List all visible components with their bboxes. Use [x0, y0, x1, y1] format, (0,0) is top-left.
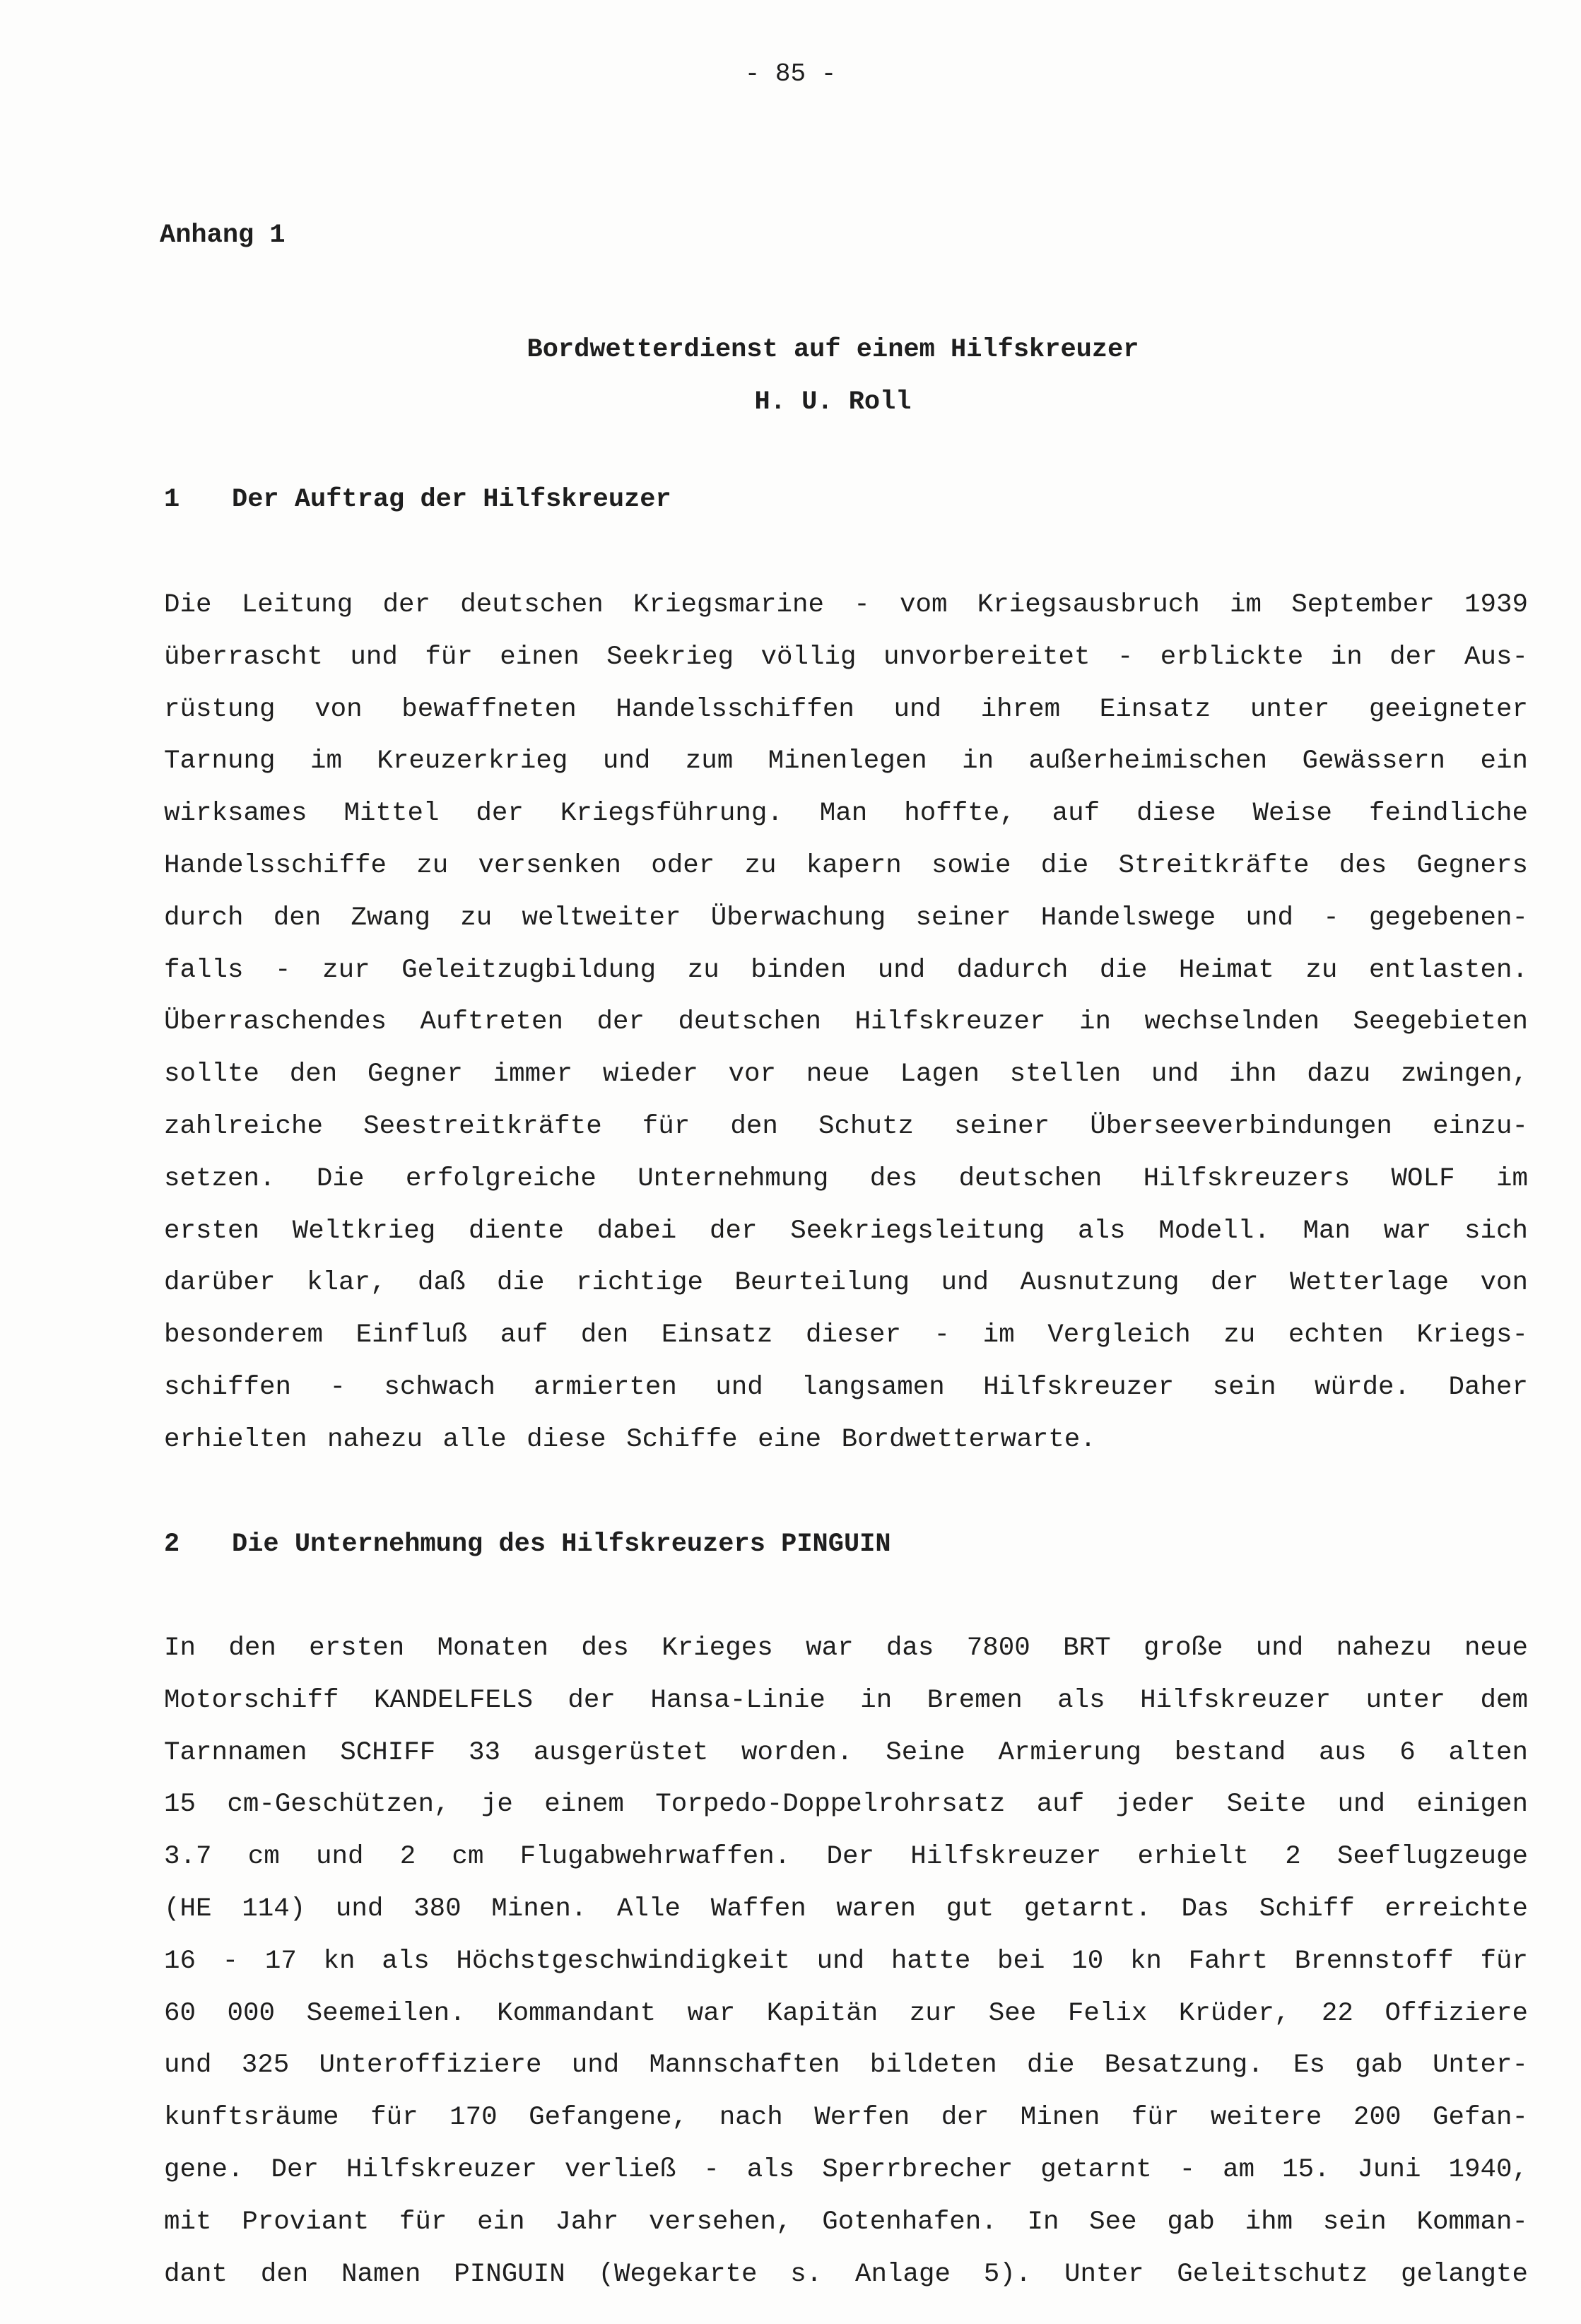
text-line: überrascht und für einen Seekrieg völlig unvorbereitet - erblickte in der Aus-: [164, 642, 1528, 672]
section-number: 1: [164, 485, 180, 515]
text-line: ersten Weltkrieg diente dabei der Seekriegsleitung als Modell. Man war sich: [164, 1216, 1528, 1246]
title-block: [0, 324, 1581, 428]
text-line: durch den Zwang zu weltweiter Überwachung seiner Handelswege und - gegebenen-: [164, 903, 1528, 933]
section-title: Der Auftrag der Hilfskreuzer: [232, 485, 671, 515]
text-line: 15 cm-Geschützen, je einem Torpedo-Doppelrohrsatz auf jeder Seite und einigen: [164, 1790, 1528, 1820]
section-2-paragraph: [164, 1623, 1528, 2301]
text-line: gene. Der Hilfskreuzer verließ - als Sperrbrecher getarnt - am 15. Juni 1940,: [164, 2154, 1528, 2185]
text-line: In den ersten Monaten des Krieges war das 7800 BRT große und nahezu neue: [164, 1633, 1528, 1663]
section-number: 2: [164, 1530, 180, 1559]
text-line: 3.7 cm und 2 cm Flugabwehrwaffen. Der Hilfskreuzer erhielt 2 Seeflugzeuge: [164, 1842, 1528, 1872]
text-line: dant den Namen PINGUIN (Wegekarte s. Anlage 5). Unter Geleitschutz gelangte: [164, 2259, 1528, 2289]
document-title: Bordwetterdienst auf einem Hilfskreuzer: [527, 335, 1139, 365]
text-line: darüber klar, daß die richtige Beurteilung und Ausnutzung der Wetterlage von: [164, 1268, 1528, 1298]
text-line: falls - zur Geleitzugbildung zu binden und dadurch die Heimat zu entlasten.: [164, 955, 1528, 985]
text-line: und 325 Unteroffiziere und Mannschaften bildeten die Besatzung. Es gab Unter-: [164, 2050, 1528, 2081]
text-line: Tarnung im Kreuzerkrieg und zum Minenlegen in außerheimischen Gewässern ein: [164, 746, 1528, 777]
text-line: besonderem Einfluß auf den Einsatz dieser - im Vergleich zu echten Kriegs-: [164, 1320, 1528, 1351]
section-heading-2: [164, 1530, 891, 1559]
text-line: setzen. Die erfolgreiche Unternehmung des deutschen Hilfskreuzers WOLF im: [164, 1163, 1528, 1194]
text-line: mit Proviant für ein Jahr versehen, Gotenhafen. In See gab ihm sein Komman-: [164, 2207, 1528, 2237]
page-number: - 85 -: [744, 59, 837, 88]
section-heading-1: [164, 485, 671, 515]
appendix-label: Anhang 1: [160, 221, 286, 250]
text-line: erhielten nahezu alle diese Schiffe eine Bordwetterwarte.: [164, 1424, 1096, 1455]
text-line: Überraschendes Auftreten der deutschen Hilfskreuzer in wechselnden Seegebieten: [164, 1007, 1528, 1038]
text-line: Handelsschiffe zu versenken oder zu kapern sowie die Streitkräfte des Gegners: [164, 850, 1528, 881]
text-line: zahlreiche Seestreitkräfte für den Schutz seiner Überseeverbindungen einzu-: [164, 1111, 1528, 1142]
text-line: Die Leitung der deutschen Kriegsmarine - vom Kriegsausbruch im September 1939: [164, 590, 1528, 620]
text-line: (HE 114) und 380 Minen. Alle Waffen waren gut getarnt. Das Schiff erreichte: [164, 1894, 1528, 1924]
section-1-paragraph: [164, 580, 1528, 1467]
document-author: H. U. Roll: [754, 387, 912, 417]
section-title: Die Unternehmung des Hilfskreuzers PINGUIN: [232, 1530, 891, 1559]
text-line: Tarnnamen SCHIFF 33 ausgerüstet worden. Seine Armierung bestand aus 6 alten: [164, 1737, 1528, 1768]
text-line: kunftsräume für 170 Gefangene, nach Werfen der Minen für weitere 200 Gefan-: [164, 2103, 1528, 2133]
text-line: wirksames Mittel der Kriegsführung. Man hoffte, auf diese Weise feindliche: [164, 799, 1528, 829]
text-line: Motorschiff KANDELFELS der Hansa-Linie in Bremen als Hilfskreuzer unter dem: [164, 1685, 1528, 1715]
text-line: 16 - 17 kn als Höchstgeschwindigkeit und hatte bei 10 kn Fahrt Brennstoff für: [164, 1946, 1528, 1976]
text-line: 60 000 Seemeilen. Kommandant war Kapitän zur See Felix Krüder, 22 Offiziere: [164, 1998, 1528, 2029]
text-line: sollte den Gegner immer wieder vor neue Lagen stellen und ihn dazu zwingen,: [164, 1060, 1528, 1090]
text-line: rüstung von bewaffneten Handelsschiffen und ihrem Einsatz unter geeigneter: [164, 694, 1528, 724]
text-line: schiffen - schwach armierten und langsamen Hilfskreuzer sein würde. Daher: [164, 1372, 1528, 1402]
